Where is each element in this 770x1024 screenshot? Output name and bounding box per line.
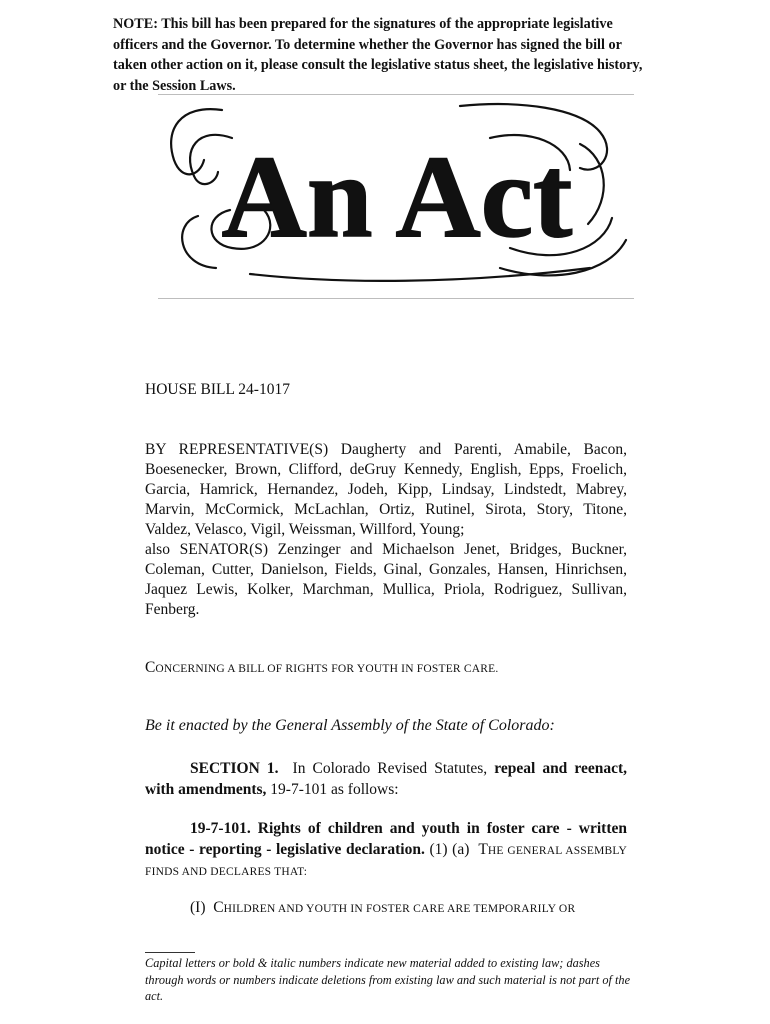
subsection-1 [190, 899, 627, 917]
statute-lead: (1) (a) [429, 840, 470, 858]
section-1-text-a: In Colorado Revised Statutes, [292, 760, 488, 777]
statute-section [145, 819, 627, 883]
legislative-note: NOTE: This bill has been prepared for the signatures of the appropriate legislative officers and the Governor. To determine whether the Governor has signed the bill or taken other action on it, please consult the legislative status sheet, the legislative history, or the Session Laws. [113, 16, 643, 94]
house-sponsors: BY REPRESENTATIVE(S) Daugherty and Parenti, Amabile, Bacon, Boesenecker, Brown, Clifford, deGruy Kennedy, English, Epps, Froelich, Garcia, Hamrick, Hernandez, Jodeh, Kipp, Lindsay, Lindstedt, Mabrey, Marvin, McCormick, McLachlan, Ortiz, Rutinel, Sirota, Story, Titone, Valdez, Velasco, Vigil, Weissman, Willford, Young; [145, 441, 627, 538]
statute-heading: 19-7-101. Rights of children and youth in foster care - written notice - reporting - legislative declaration. [145, 820, 627, 858]
senate-sponsors: also SENATOR(S) Zenzinger and Michaelson Jenet, Bridges, Buckner, Coleman, Cutter, Danielson, Fields, Ginal, Gonzales, Hansen, Hinrichsen, Jaquez Lewis, Kolker, Marchman, Mullica, Priola, Rodriguez, Sullivan, Fenberg. [145, 541, 627, 618]
subsection-initial: C [213, 899, 224, 916]
banner-top-rule [158, 94, 634, 95]
section-1-emphasis: repeal and reenact, with amendments, [145, 760, 627, 798]
bill-number: HOUSE BILL 24-1017 [145, 381, 290, 398]
section-1-text-b: 19-7-101 as follows: [270, 781, 399, 798]
footnote: Capital letters or bold & italic numbers indicate new material added to existing law; dashes through words or numbers indicate deletions from existing law and such material is not part of the act. [145, 956, 631, 1003]
subsection-rest: HILDREN AND YOUTH IN FOSTER CARE ARE TEMPORARILY OR [223, 903, 576, 915]
an-act-banner [160, 98, 635, 288]
bill-title-rest: ONCERNING A BILL OF RIGHTS FOR YOUTH IN FOSTER CARE. [155, 663, 499, 675]
footnote-rule [145, 952, 195, 953]
an-act-title: An Act [221, 131, 573, 262]
section-1-heading: SECTION 1. [190, 760, 279, 777]
enacting-clause: Be it enacted by the General Assembly of the State of Colorado: [145, 717, 555, 734]
bill-title-initial: C [145, 659, 156, 676]
banner-bottom-rule [158, 298, 634, 299]
statute-initial: T [478, 840, 488, 858]
section-1 [145, 758, 627, 800]
subsection-label: (I) [190, 899, 206, 916]
statute-rest: HE GENERAL ASSEMBLY FINDS AND DECLARES THAT: [145, 844, 627, 878]
bill-title [145, 659, 625, 677]
sponsors-list [145, 440, 627, 620]
